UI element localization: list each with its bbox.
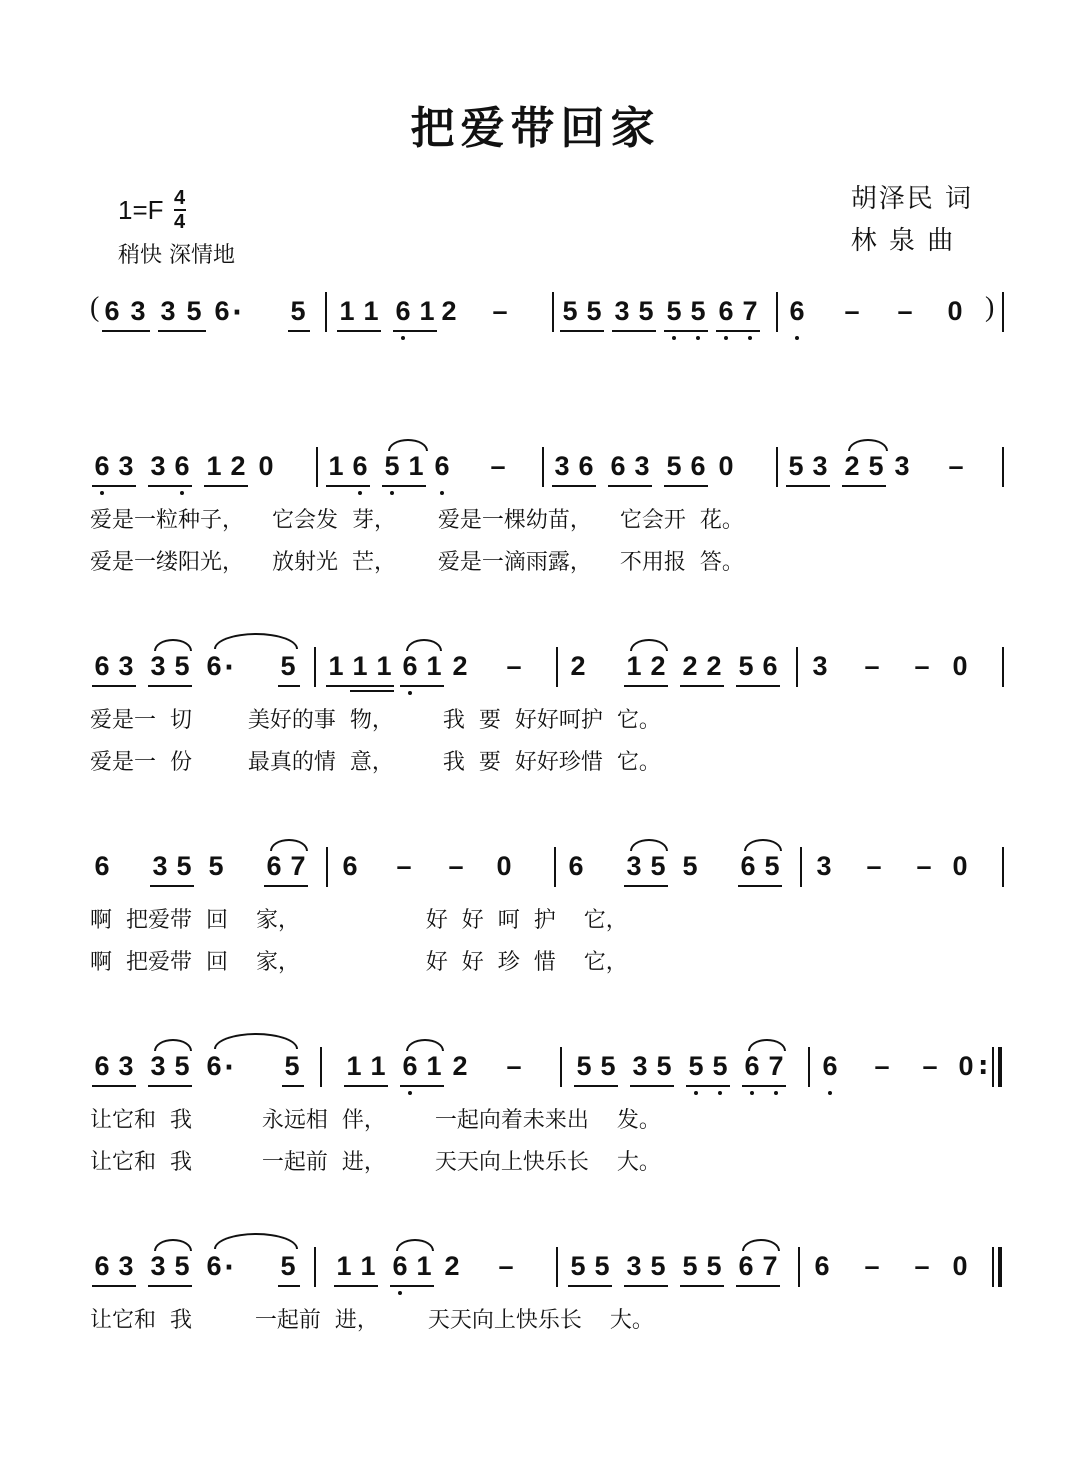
note: 7 xyxy=(766,1051,786,1082)
note: 6 xyxy=(432,451,452,482)
dash: – xyxy=(492,296,508,326)
tie xyxy=(214,633,298,649)
note: 6 xyxy=(393,296,413,327)
note: 6 xyxy=(400,1051,420,1082)
note: 7 xyxy=(762,1251,778,1281)
dash: – xyxy=(866,851,882,881)
note: 6 xyxy=(820,1051,840,1082)
note: 5 xyxy=(576,1051,592,1081)
lyric-line-1: 爱是一 切 美好的事 物， 我 要 好好呵护 它。 xyxy=(90,708,661,733)
barline xyxy=(776,447,778,487)
dash: – xyxy=(914,1251,930,1281)
slur xyxy=(154,1239,192,1251)
note: 2 xyxy=(844,451,860,481)
lyric-line-2: 爱是一缕阳光， 放射光 芒， 爱是一滴雨露， 不用报 答。 xyxy=(90,550,744,575)
dash: – xyxy=(948,451,964,481)
note: 5 xyxy=(594,1251,610,1281)
note: 6 xyxy=(742,1051,762,1082)
note: 1 xyxy=(419,296,435,326)
note: 1 xyxy=(346,1051,362,1081)
note: 6 xyxy=(814,1251,830,1281)
note: 6 xyxy=(206,1051,222,1081)
barline xyxy=(1002,847,1004,887)
note: 1 xyxy=(408,451,424,481)
note: 6 xyxy=(266,851,282,881)
barline xyxy=(798,1247,800,1287)
slur xyxy=(748,1039,786,1051)
slur xyxy=(744,839,782,851)
note: 2 xyxy=(444,1251,460,1281)
note: 1 xyxy=(416,1251,432,1281)
note: 1 xyxy=(626,651,642,681)
close-paren: ) xyxy=(985,292,995,323)
note: 5 xyxy=(682,851,698,881)
note: 3 xyxy=(816,851,832,881)
barline xyxy=(796,647,798,687)
note: 5 xyxy=(280,1251,296,1281)
note: 5 xyxy=(290,296,306,326)
note: 5 xyxy=(186,296,202,326)
dash: – xyxy=(922,1051,938,1081)
note: 5 xyxy=(666,451,682,481)
note: 2 xyxy=(570,651,586,681)
note: 6 xyxy=(94,851,110,881)
note: 3 xyxy=(614,296,630,326)
note: 3 xyxy=(894,451,910,481)
note: 3 xyxy=(150,1051,166,1081)
lyric-line-2: 啊 把爱带 回 家， 好 好 珍 惜 它， xyxy=(90,950,628,975)
slur xyxy=(848,439,888,451)
note: 0 xyxy=(947,296,963,326)
note: 2 xyxy=(452,651,468,681)
note: 6 xyxy=(738,1251,754,1281)
repeat-sign: : xyxy=(978,1051,989,1081)
dash: – xyxy=(498,1251,514,1281)
note: 3 xyxy=(118,1051,134,1081)
note: 6 xyxy=(94,1251,110,1281)
barline xyxy=(1002,647,1004,687)
final-barline xyxy=(998,1247,1002,1287)
note: 6 xyxy=(350,451,370,482)
final-barline xyxy=(998,1047,1002,1087)
note: 1 xyxy=(328,451,344,481)
slur xyxy=(406,639,442,651)
note: 3 xyxy=(152,851,168,881)
tie xyxy=(214,1033,298,1049)
note: 5 xyxy=(688,296,708,327)
note: 3 xyxy=(150,651,166,681)
barline xyxy=(326,847,328,887)
slur xyxy=(154,1039,192,1051)
note: 2 xyxy=(682,651,698,681)
note: 6 xyxy=(214,296,230,326)
dash: – xyxy=(506,651,522,681)
barline xyxy=(1002,447,1004,487)
note: 5 xyxy=(570,1251,586,1281)
note: 5 xyxy=(664,296,684,327)
note: 5 xyxy=(682,1251,698,1281)
notes-line xyxy=(90,1045,1010,1095)
barline xyxy=(800,847,802,887)
lyric-line-2: 爱是一 份 最真的情 意， 我 要 好好珍惜 它。 xyxy=(90,750,661,775)
notes-line xyxy=(90,445,1010,495)
barline xyxy=(1002,292,1004,332)
note: 5 xyxy=(562,296,578,326)
open-paren: ( xyxy=(90,292,100,323)
note: 1 xyxy=(339,296,355,326)
barline xyxy=(314,647,316,687)
note: 3 xyxy=(812,651,828,681)
lyric-line-1: 爱是一粒种子， 它会发 芽， 爱是一棵幼苗， 它会开 花。 xyxy=(90,508,744,533)
dash: – xyxy=(506,1051,522,1081)
note: 5 xyxy=(600,1051,616,1081)
lyric-line-1: 让它和 我 永远相 伴， 一起向着未来出 发。 xyxy=(90,1108,661,1133)
note: 6 xyxy=(172,451,192,482)
note: 2 xyxy=(441,296,457,326)
note: 0 xyxy=(258,451,274,481)
lyricist: 胡泽民 词 xyxy=(850,184,973,214)
note: 0 xyxy=(718,451,734,481)
barline xyxy=(542,447,544,487)
note: 6 xyxy=(610,451,626,481)
barline xyxy=(560,1047,562,1087)
slur xyxy=(388,439,428,451)
augmentation-dot: · xyxy=(232,298,242,328)
note: 3 xyxy=(118,451,134,481)
notes-line xyxy=(90,290,1010,340)
note: 5 xyxy=(710,1051,730,1082)
dash: – xyxy=(897,296,913,326)
note: 1 xyxy=(376,651,392,681)
key-label: 1=F xyxy=(118,194,164,225)
note: 7 xyxy=(290,851,306,881)
note: 2 xyxy=(230,451,246,481)
note: 5 xyxy=(656,1051,672,1081)
slur xyxy=(630,639,668,651)
note: 2 xyxy=(452,1051,468,1081)
barline xyxy=(320,1047,322,1087)
note: 5 xyxy=(174,1051,190,1081)
note: 3 xyxy=(626,1251,642,1281)
composer: 林 泉 曲 xyxy=(850,226,956,256)
note: 3 xyxy=(160,296,176,326)
note: 3 xyxy=(150,451,166,481)
note: 1 xyxy=(426,1051,442,1081)
note: 3 xyxy=(118,1251,134,1281)
note: 5 xyxy=(788,451,804,481)
note: 1 xyxy=(360,1251,376,1281)
key-signature xyxy=(118,188,186,232)
note: 6 xyxy=(400,651,420,682)
note: 0 xyxy=(952,1251,968,1281)
dash: – xyxy=(844,296,860,326)
note: 3 xyxy=(634,451,650,481)
note: 1 xyxy=(336,1251,352,1281)
augmentation-dot: · xyxy=(224,653,234,683)
note: 3 xyxy=(118,651,134,681)
lyric-line-1: 让它和 我 一起前 进， 天天向上快乐长 大。 xyxy=(90,1308,654,1333)
dash: – xyxy=(874,1051,890,1081)
note: 1 xyxy=(352,651,368,681)
tempo-marking: 稍快 深情地 xyxy=(118,243,235,268)
note: 6 xyxy=(716,296,736,327)
time-bottom: 4 xyxy=(173,211,186,233)
note: 7 xyxy=(740,296,760,327)
note: 3 xyxy=(812,451,828,481)
note: 5 xyxy=(650,851,666,881)
note: 0 xyxy=(496,851,512,881)
note: 5 xyxy=(586,296,602,326)
note: 3 xyxy=(632,1051,648,1081)
song-title: 把爱带回家 xyxy=(410,103,661,154)
note: 1 xyxy=(206,451,222,481)
dash: – xyxy=(916,851,932,881)
note: 5 xyxy=(382,451,402,482)
dash: – xyxy=(864,1251,880,1281)
note: 3 xyxy=(554,451,570,481)
barline xyxy=(992,1247,994,1287)
note: 0 xyxy=(952,851,968,881)
note: 6 xyxy=(206,1251,222,1281)
notes-line xyxy=(90,645,1010,695)
note: 5 xyxy=(208,851,224,881)
slur xyxy=(154,639,192,651)
note: 1 xyxy=(370,1051,386,1081)
note: 5 xyxy=(686,1051,706,1082)
note: 6 xyxy=(342,851,358,881)
note: 5 xyxy=(284,1051,300,1081)
dash: – xyxy=(864,651,880,681)
note: 3 xyxy=(130,296,146,326)
notes-line xyxy=(90,1245,1010,1295)
note: 5 xyxy=(638,296,654,326)
note: 6 xyxy=(740,851,756,881)
slur xyxy=(396,1239,434,1251)
barline xyxy=(314,1247,316,1287)
note: 6 xyxy=(690,451,706,481)
note: 5 xyxy=(706,1251,722,1281)
time-top: 4 xyxy=(173,187,186,209)
note: 6 xyxy=(787,296,807,327)
note: 6 xyxy=(390,1251,410,1282)
barline xyxy=(316,447,318,487)
slur xyxy=(270,839,308,851)
dash: – xyxy=(490,451,506,481)
note: 6 xyxy=(578,451,594,481)
note: 5 xyxy=(280,651,296,681)
note: 3 xyxy=(626,851,642,881)
time-signature xyxy=(174,188,186,232)
note: 5 xyxy=(764,851,780,881)
slur xyxy=(742,1239,780,1251)
barline xyxy=(554,847,556,887)
tie xyxy=(214,1233,298,1249)
dash: – xyxy=(914,651,930,681)
note: 3 xyxy=(150,1251,166,1281)
note: 5 xyxy=(174,1251,190,1281)
barline xyxy=(776,292,778,332)
note: 5 xyxy=(738,651,754,681)
note: 2 xyxy=(650,651,666,681)
note: 6 xyxy=(206,651,222,681)
barline xyxy=(325,292,327,332)
note: 5 xyxy=(176,851,192,881)
note: 5 xyxy=(868,451,884,481)
slur xyxy=(406,1039,444,1051)
note: 6 xyxy=(568,851,584,881)
barline xyxy=(556,647,558,687)
dash: – xyxy=(448,851,464,881)
note: 6 xyxy=(92,451,112,482)
barline xyxy=(992,1047,994,1087)
lyric-line-2: 让它和 我 一起前 进， 天天向上快乐长 大。 xyxy=(90,1150,661,1175)
augmentation-dot: · xyxy=(224,1253,234,1283)
lyric-line-1: 啊 把爱带 回 家， 好 好 呵 护 它， xyxy=(90,908,628,933)
note: 6 xyxy=(94,651,110,681)
dash: – xyxy=(396,851,412,881)
note: 2 xyxy=(706,651,722,681)
credits xyxy=(851,178,973,262)
note: 5 xyxy=(650,1251,666,1281)
slur xyxy=(630,839,668,851)
note: 6 xyxy=(104,296,120,326)
note: 0 xyxy=(952,651,968,681)
note: 6 xyxy=(762,651,778,681)
note: 0 xyxy=(958,1051,974,1081)
notes-line xyxy=(90,845,1010,895)
augmentation-dot: · xyxy=(224,1053,234,1083)
barline xyxy=(552,292,554,332)
note: 1 xyxy=(328,651,344,681)
note: 6 xyxy=(94,1051,110,1081)
note: 1 xyxy=(426,651,442,681)
note: 1 xyxy=(363,296,379,326)
barline xyxy=(808,1047,810,1087)
note: 5 xyxy=(174,651,190,681)
barline xyxy=(556,1247,558,1287)
